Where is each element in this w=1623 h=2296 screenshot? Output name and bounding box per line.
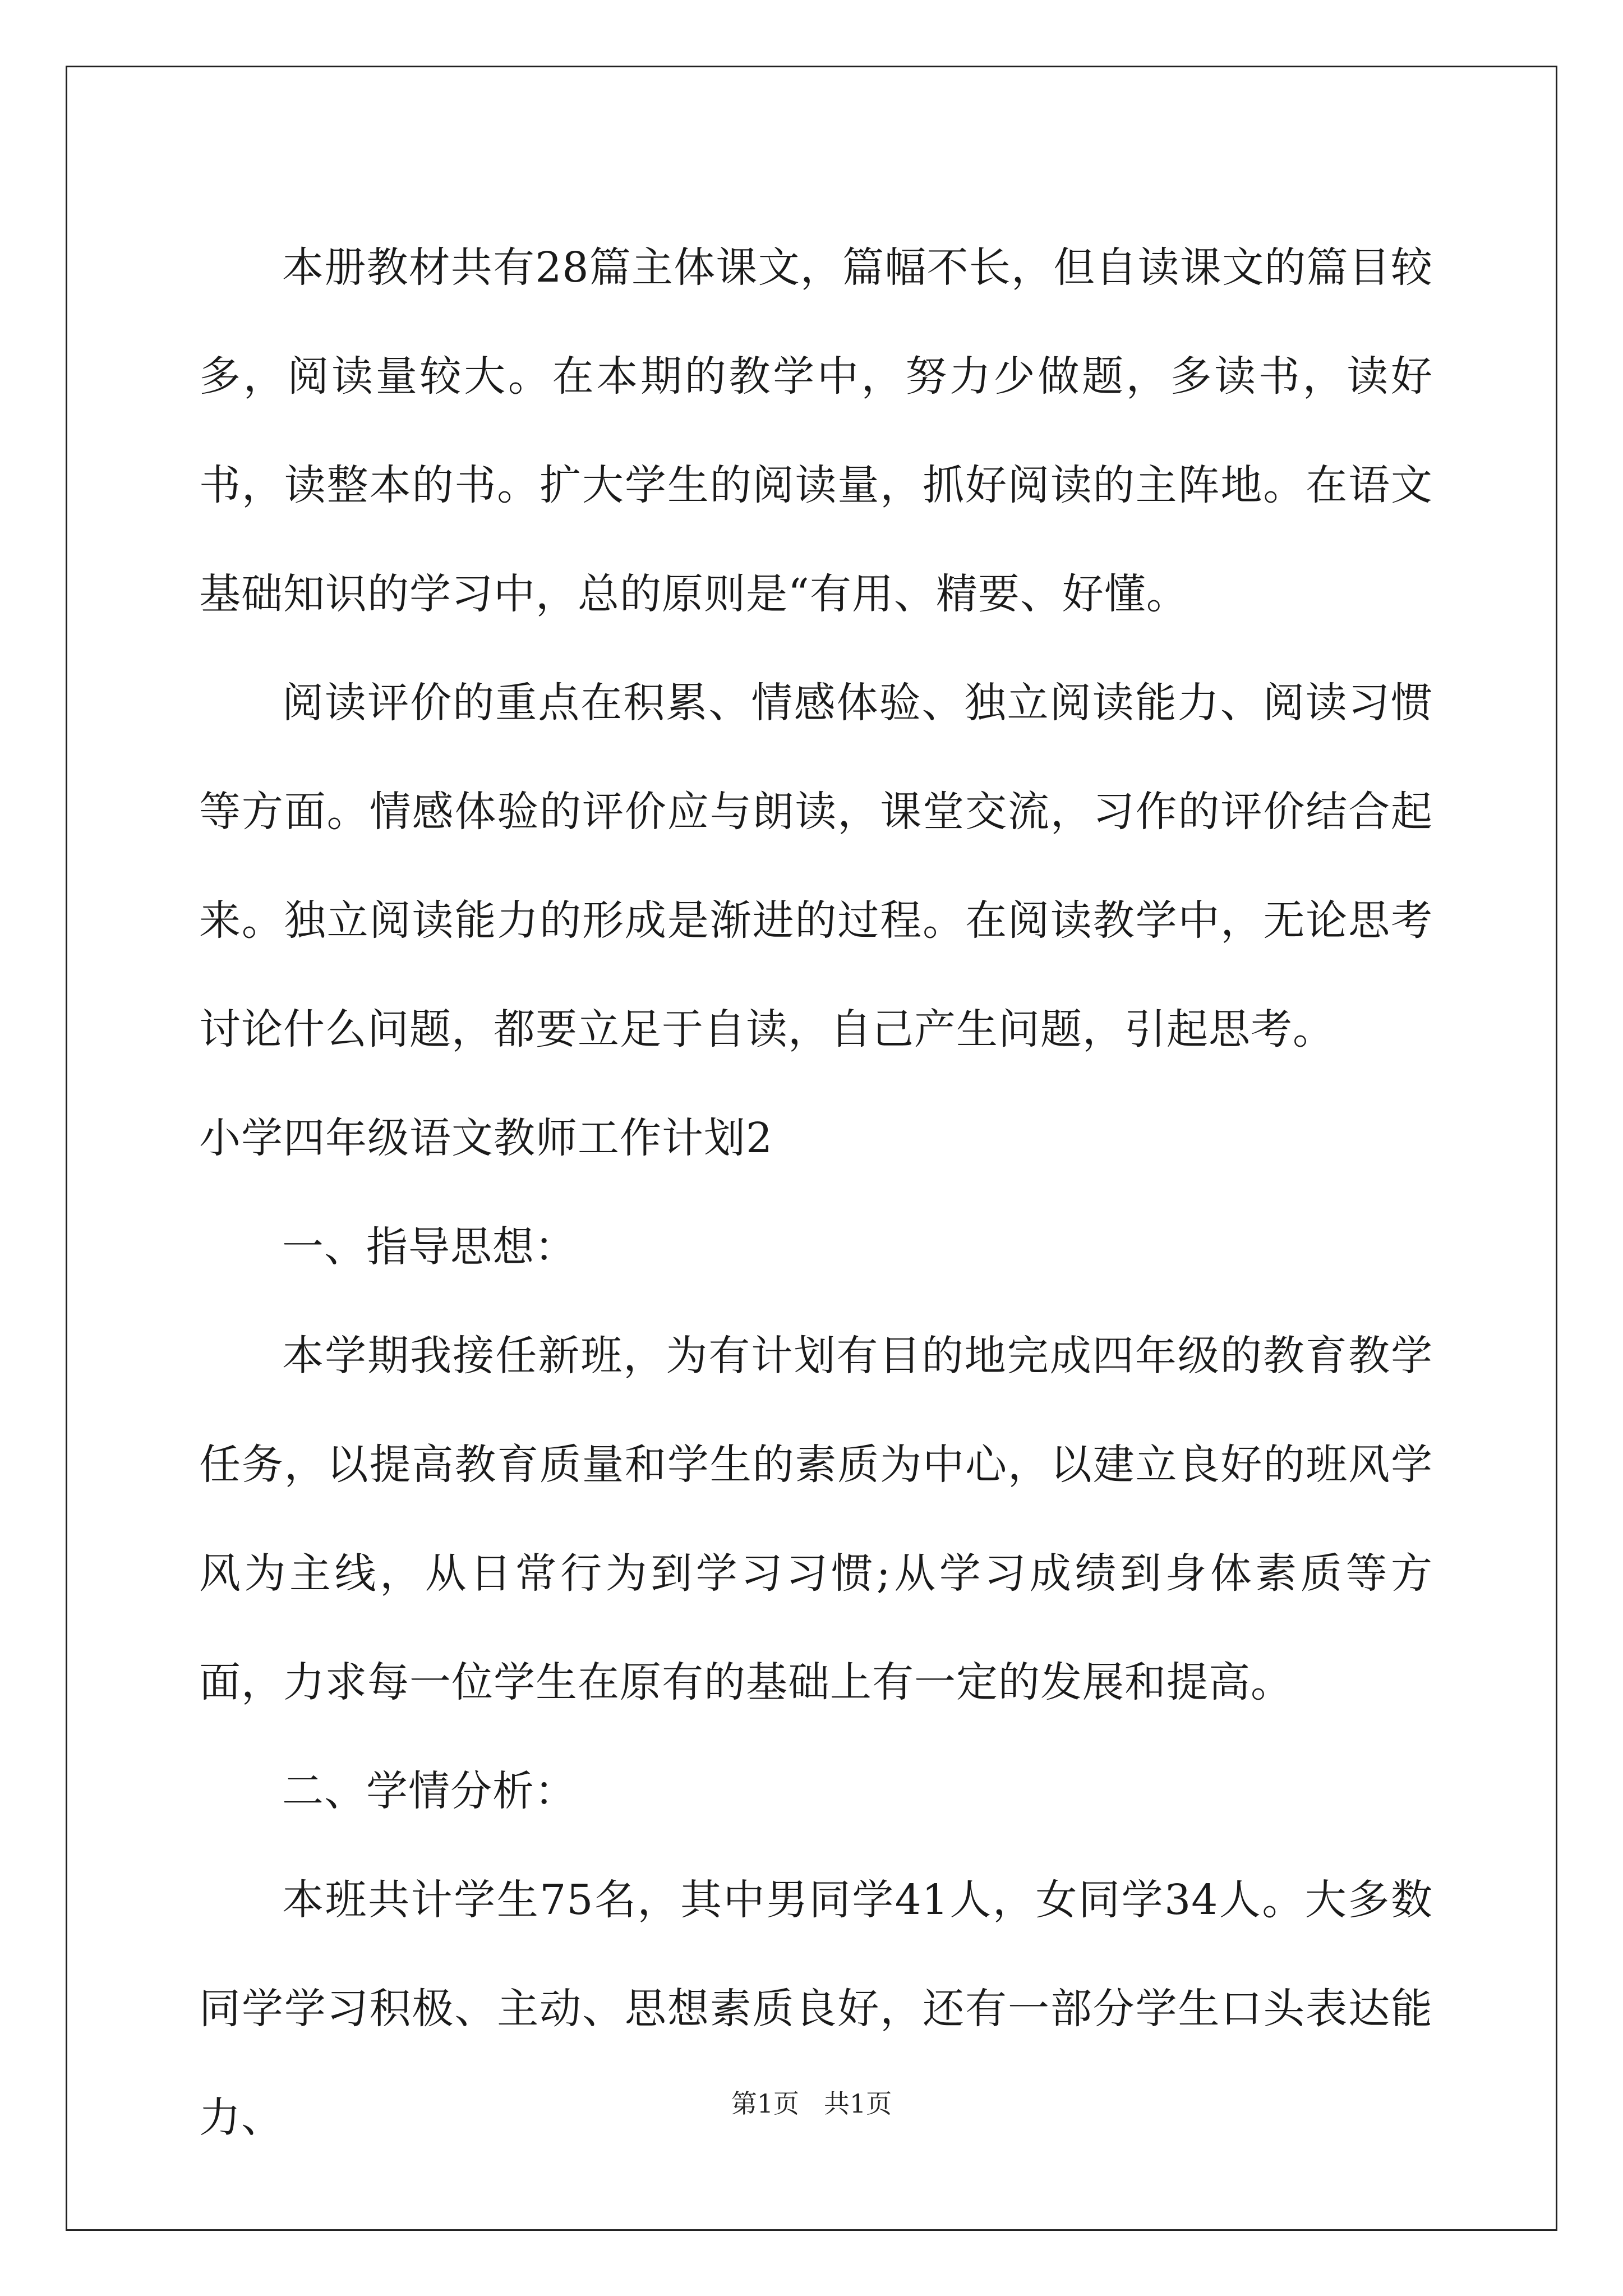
page-footer — [0, 2087, 1623, 2120]
paragraph-textbook-overview: 本册教材共有28篇主体课文，篇幅不长，但自读课文的篇目较多，阅读量较大。在本期的教学中，努力少做题，多读书，读好书，读整本的书。扩大学生的阅读量，抓好阅读的主阵地。在语文基础知识的学习中，总的原则是“有用、精要、好懂。 — [199, 243, 1433, 618]
heading-guiding-ideology: 一、指导思想： — [282, 1223, 577, 1271]
paragraph-guiding-ideology: 本学期我接任新班，为有计划有目的地完成四年级的教育教学任务，以提高教育质量和学生的素质为中心，以建立良好的班风学风为主线，从日常行为到学习习惯;从学习成绩到身体素质等方面，力求每一位学生在原有的基础上有一定的发展和提高。 — [199, 1332, 1433, 1706]
section-title: 小学四年级语文教师工作计划2 — [199, 1114, 773, 1162]
heading-student-analysis: 二、学情分析： — [282, 1767, 577, 1815]
page-number: 第1页 — [731, 2088, 800, 2119]
document-body — [199, 213, 1433, 2172]
paragraph-student-analysis: 本班共计学生75名，其中男同学41人，女同学34人。大多数同学学习积极、主动、思想素质良好，还有一部分学生口头表达能力、 — [199, 1876, 1433, 2142]
page-total: 共1页 — [823, 2088, 892, 2119]
paragraph-reading-evaluation: 阅读评价的重点在积累、情感体验、独立阅读能力、阅读习惯等方面。情感体验的评价应与朗读，课堂交流，习作的评价结合起来。独立阅读能力的形成是渐进的过程。在阅读教学中，无论思考讨论什么问题，都要立足于自读，自己产生问题，引起思考。 — [199, 679, 1433, 1053]
